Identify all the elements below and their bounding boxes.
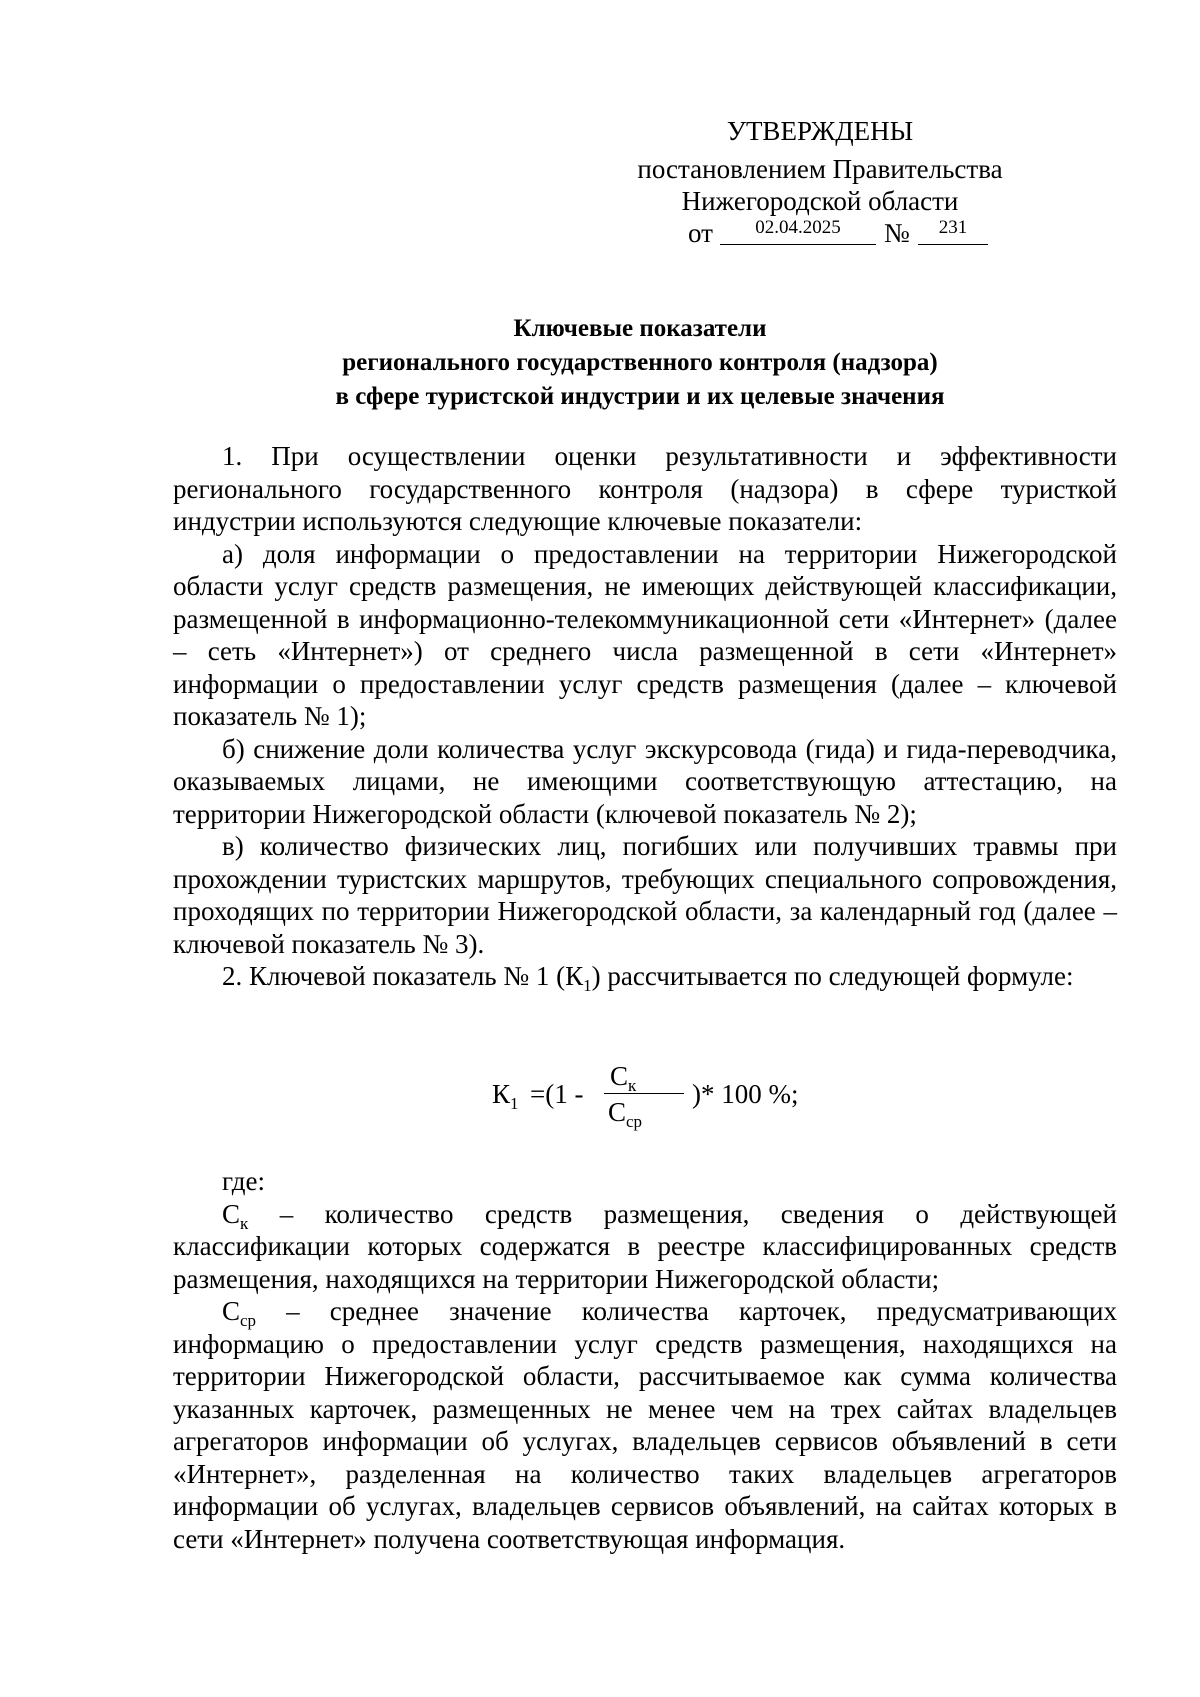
definitions xyxy=(173,1165,1117,1555)
paragraph-2 xyxy=(173,960,1117,993)
title-line-3: в сфере туристской индустрии и их целевые значения xyxy=(335,383,945,410)
formula-open: =(1 - xyxy=(530,1079,584,1109)
definition-ck: $С_к$ – количество средств размещения, сведения о действующей классификации которых содержатся в реестре классифицированных средств размещения, находящихся на территории Нижегородской области; xyxy=(173,1198,1117,1294)
paragraph-b: б) снижение доли количества услуг экскурсовода (гида) и гида-переводчика, оказываемых лицами, не имеющими соответствующую аттестацию, на территории Нижегородской области (ключевой показатель № 2); xyxy=(173,733,1117,829)
approval-number: 231 xyxy=(918,216,988,245)
title-line-1: Ключевые показатели xyxy=(513,315,767,342)
fraction-bar xyxy=(604,1093,684,1094)
approval-line-1: постановлением Правительства xyxy=(637,154,1003,184)
formula-lhs: $К_1$ xyxy=(492,1079,519,1113)
title-line-2: регионального государственного контроля (надзора) xyxy=(342,349,938,376)
approval-line-2: Нижегородской области xyxy=(681,186,959,216)
p2-after: ) рассчитывается по следующей формуле: xyxy=(591,961,1074,991)
definition-csr: $С_{ср}$ – среднее значение количества карточек, предусматривающих информацию о предоставлении услуг средств размещения, находящихся на территории Нижегородской области, рассчитываемое как сумма количества указанных карточек, размещенных не менее чем на трех сайтах владельцев агрегаторов информации об услугах, владельцев сервисов объявлений в сети «Интернет», разделенная на количество таких владельцев агрегаторов информации об услугах, владельцев сервисов объявлений, на сайтах которых в сети «Интернет» получена соответствующая информация. xyxy=(173,1296,1117,1554)
number-sign: № xyxy=(884,218,910,248)
paragraph-a: а) доля информации о предоставлении на территории Нижегородской области услуг средств размещения, не имеющих действующей классификации, размещенной в информационно-телекоммуникационной сети «Интернет» (далее – сеть «Интернет») от среднего числа размещенной в сети «Интернет» информации о предоставлении услуг средств размещения (далее – ключевой показатель № 1); xyxy=(173,538,1117,731)
document-body xyxy=(173,440,1117,993)
p2-subscript: 1 xyxy=(583,976,592,995)
formula-tail: )* 100 %; xyxy=(692,1079,799,1109)
formula-numerator: $С_к$ xyxy=(610,1061,637,1095)
document-title xyxy=(170,312,1110,414)
where-label: где: xyxy=(222,1166,265,1196)
approval-title: УТВЕРЖДЕНЫ xyxy=(726,116,914,146)
p2-before: 2. Ключевой показатель № 1 (К xyxy=(222,961,584,991)
approval-date: 02.04.2025 xyxy=(720,216,876,245)
paragraph-1: 1. При осуществлении оценки результативности и эффективности регионального государственного контроля (надзора) в сфере туристкой индустрии используются следующие ключевые показатели: xyxy=(173,441,1117,536)
date-prefix: от xyxy=(688,218,713,248)
paragraph-v: в) количество физических лиц, погибших или получивших травмы при прохождении туристских маршрутов, требующих специального сопровождения, проходящих по территории Нижегородской области, за календарный год (далее – ключевой показатель № 3). xyxy=(173,831,1117,959)
formula-denominator: $С_{ср}$ xyxy=(608,1097,643,1131)
